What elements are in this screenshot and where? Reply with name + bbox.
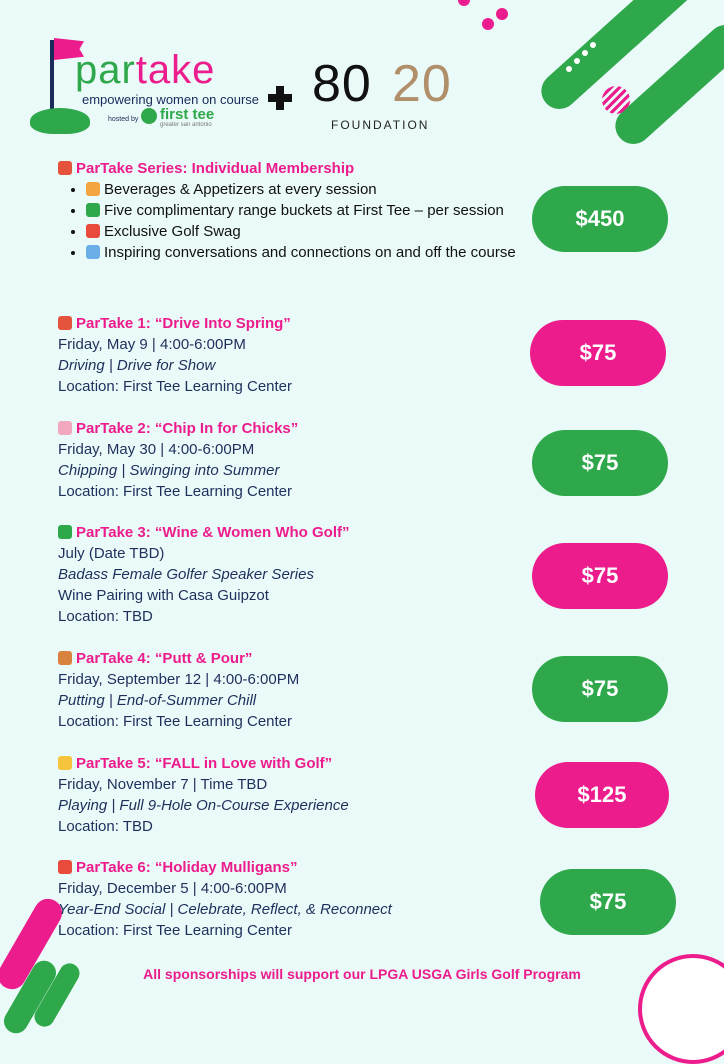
hosted-by-label: hosted by [108,116,139,123]
first-tee-icon [141,108,157,124]
speech-bubble-icon [86,245,100,259]
event-theme: Chipping | Swinging into Summer [58,462,280,479]
green-icon [30,108,90,134]
decorative-dot [582,50,588,56]
event-title: ParTake 1: “Drive Into Spring” [58,313,518,334]
benefit-item: • Exclusive Golf Swag [86,221,518,242]
drink-icon [86,182,100,196]
event-3-price-button[interactable]: $75 [532,543,668,609]
event-2 [58,418,518,502]
event-theme: Playing | Full 9-Hole On-Course Experience [58,797,349,814]
event-theme: Driving | Drive for Show [58,357,216,374]
event-4-price-button[interactable]: $75 [532,656,668,722]
event-title: ParTake 3: “Wine & Women Who Golf” [58,522,518,543]
event-date: July (Date TBD) [58,545,165,562]
gift-icon [58,860,72,874]
event-date: Friday, May 9 | 4:00-6:00PM [58,336,246,353]
event-location: Location: TBD [58,818,153,835]
series-title: ParTake Series: Individual Membership [58,158,518,179]
first-tee-subtitle: greater san antonio [160,122,212,128]
clinking-glasses-icon [58,651,72,665]
event-date: Friday, December 5 | 4:00-6:00PM [58,880,287,897]
cherry-blossom-icon [58,421,72,435]
first-tee-logo-text: first tee [160,106,215,123]
event-theme: Putting | End-of-Summer Chill [58,692,257,709]
event-date: Friday, September 12 | 4:00-6:00PM [58,671,300,688]
decorative-dot [566,66,572,72]
benefit-item: • Five complimentary range buckets at First Tee – per session [86,200,518,221]
gift-icon [86,224,100,238]
series-membership [58,158,518,263]
event-title: ParTake 6: “Holiday Mulligans” [58,857,518,878]
event-5 [58,753,518,837]
foundation-logo-80: 80 [312,55,372,113]
event-title: ParTake 2: “Chip In for Chicks” [58,418,518,439]
plus-icon [268,86,292,110]
decorative-pink-dot [482,18,494,30]
footer-note: All sponsorships will support our LPGA USGA Girls Golf Program [143,966,581,982]
event-4 [58,648,518,732]
event-6 [58,857,518,941]
event-theme: Badass Female Golfer Speaker Series [58,566,314,583]
event-location: Location: First Tee Learning Center [58,483,293,500]
decorative-dot [590,42,596,48]
party-popper-icon [58,316,72,330]
event-date: Friday, May 30 | 4:00-6:00PM [58,441,255,458]
golf-flag-icon [86,203,100,217]
golf-flag-icon [58,525,72,539]
event-location: Location: TBD [58,608,153,625]
event-1 [58,313,518,397]
event-1-price-button[interactable]: $75 [530,320,666,386]
decorative-pink-dot [496,8,508,20]
benefit-item: • Beverages & Appetizers at every session [86,179,518,200]
event-title: ParTake 4: “Putt & Pour” [58,648,518,669]
event-6-price-button[interactable]: $75 [540,869,676,935]
event-title: ParTake 5: “FALL in Love with Golf” [58,753,518,774]
foundation-logo-20: 20 [392,55,452,113]
event-3 [58,522,518,627]
party-popper-icon [58,161,72,175]
benefit-item: • Inspiring conversations and connections on and off the course [86,242,518,263]
event-location: Location: First Tee Learning Center [58,378,293,395]
yellow-heart-icon [58,756,72,770]
partake-logo-text: partake [75,48,216,92]
event-5-price-button[interactable]: $125 [535,762,669,828]
foundation-logo-word: FOUNDATION [331,118,430,132]
decorative-dot [574,58,580,64]
series-price-button[interactable]: $450 [532,186,668,252]
benefits-list [58,179,518,263]
event-extra: Wine Pairing with Casa Guipzot [58,587,269,604]
event-location: Location: First Tee Learning Center [58,713,293,730]
event-theme: Year-End Social | Celebrate, Reflect, & Reconnect [58,901,392,918]
decorative-striped-circle [602,86,630,114]
event-location: Location: First Tee Learning Center [58,922,293,939]
event-date: Friday, November 7 | Time TBD [58,776,268,793]
partake-tagline: empowering women on course [82,92,260,107]
decorative-pink-dot [458,0,470,6]
event-2-price-button[interactable]: $75 [532,430,668,496]
